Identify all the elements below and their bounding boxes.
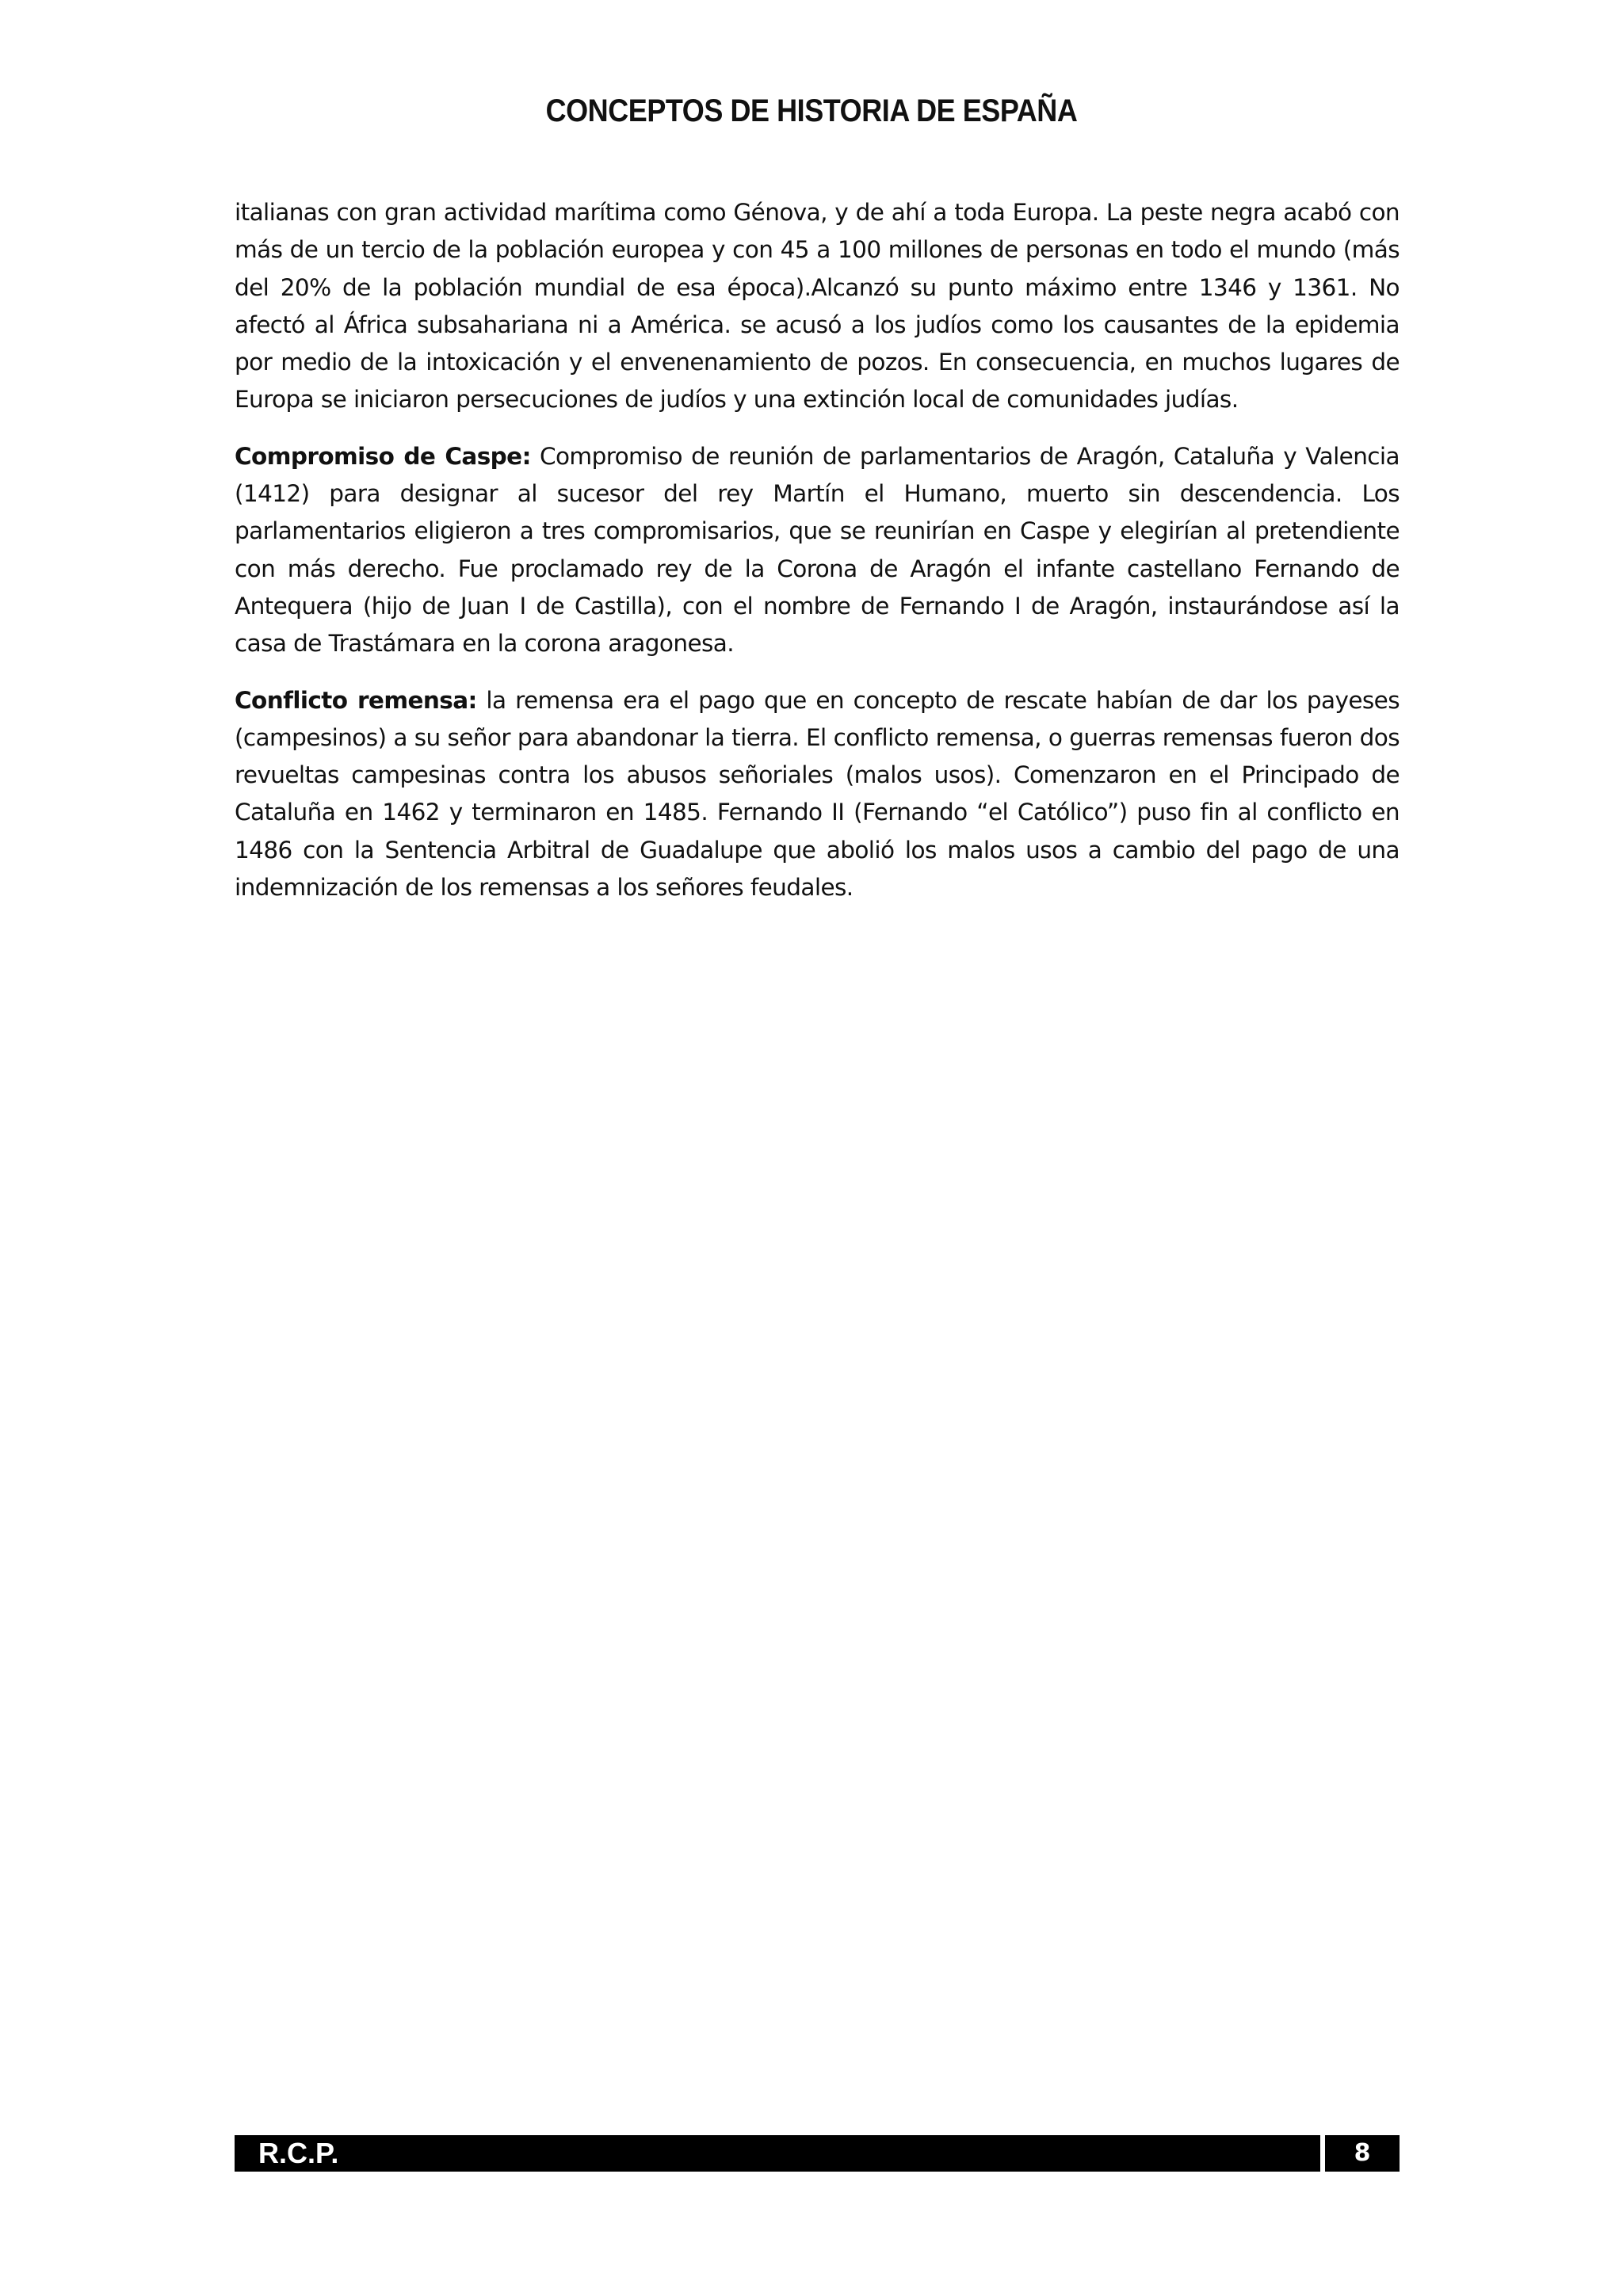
page-title: CONCEPTOS DE HISTORIA DE ESPAÑA	[545, 93, 1078, 128]
paragraph-text: italianas con gran actividad marítima como Génova, y de ahí a toda Europa. La peste negra acabó con más de un tercio de la población europea y con 45 a 100 millones de personas en todo el mundo (más del 20% de la población mundial de esa época).Alcanzó su punto máximo entre 1346 y 1361. No afectó al África subsahariana ni a América. se acusó a los judíos como los causantes de la epidemia por medio de la intoxicación y el envenenamiento de pozos. En consecuencia, en muchos lugares de Europa se iniciaron persecuciones de judíos y una extinción local de comunidades judías.	[235, 199, 1400, 414]
footer-author: R.C.P.	[235, 2135, 1320, 2172]
paragraph-term: Compromiso de Caspe:	[235, 442, 531, 470]
paragraph-term: Conflicto remensa:	[235, 686, 477, 714]
paragraph-compromiso-de-caspe	[235, 438, 1400, 663]
paragraph-peste-negra	[235, 194, 1400, 419]
paragraph-conflicto-remensa	[235, 682, 1400, 907]
page-number: 8	[1325, 2135, 1400, 2172]
paragraph-text: Compromiso de reunión de parlamentarios de Aragón, Cataluña y Valencia (1412) para designar al sucesor del rey Martín el Humano, muerto sin descendencia. Los parlamentarios eligieron a tres compromisarios, que se reunirían en Caspe y elegirían al pretendiente con más derecho. Fue proclamado rey de la Corona de Aragón el infante castellano Fernando de Antequera (hijo de Juan I de Castilla), con el nombre de Fernando I de Aragón, instaurándose así la casa de Trastámara en la corona aragonesa.	[235, 442, 1400, 658]
page-footer	[235, 2135, 1400, 2172]
document-body	[235, 194, 1400, 925]
paragraph-text: la remensa era el pago que en concepto de rescate habían de dar los payeses (campesinos) a su señor para abandonar la tierra. El conflicto remensa, o guerras remensas fueron dos revueltas campesinas contra los abusos señoriales (malos usos). Comenzaron en el Principado de Cataluña en 1462 y terminaron en 1485. Fernando II (Fernando “el Católico”) puso fin al conflicto en 1486 con la Sentencia Arbitral de Guadalupe que abolió los malos usos a cambio del pago de una indemnización de los remensas a los señores feudales.	[235, 686, 1400, 902]
